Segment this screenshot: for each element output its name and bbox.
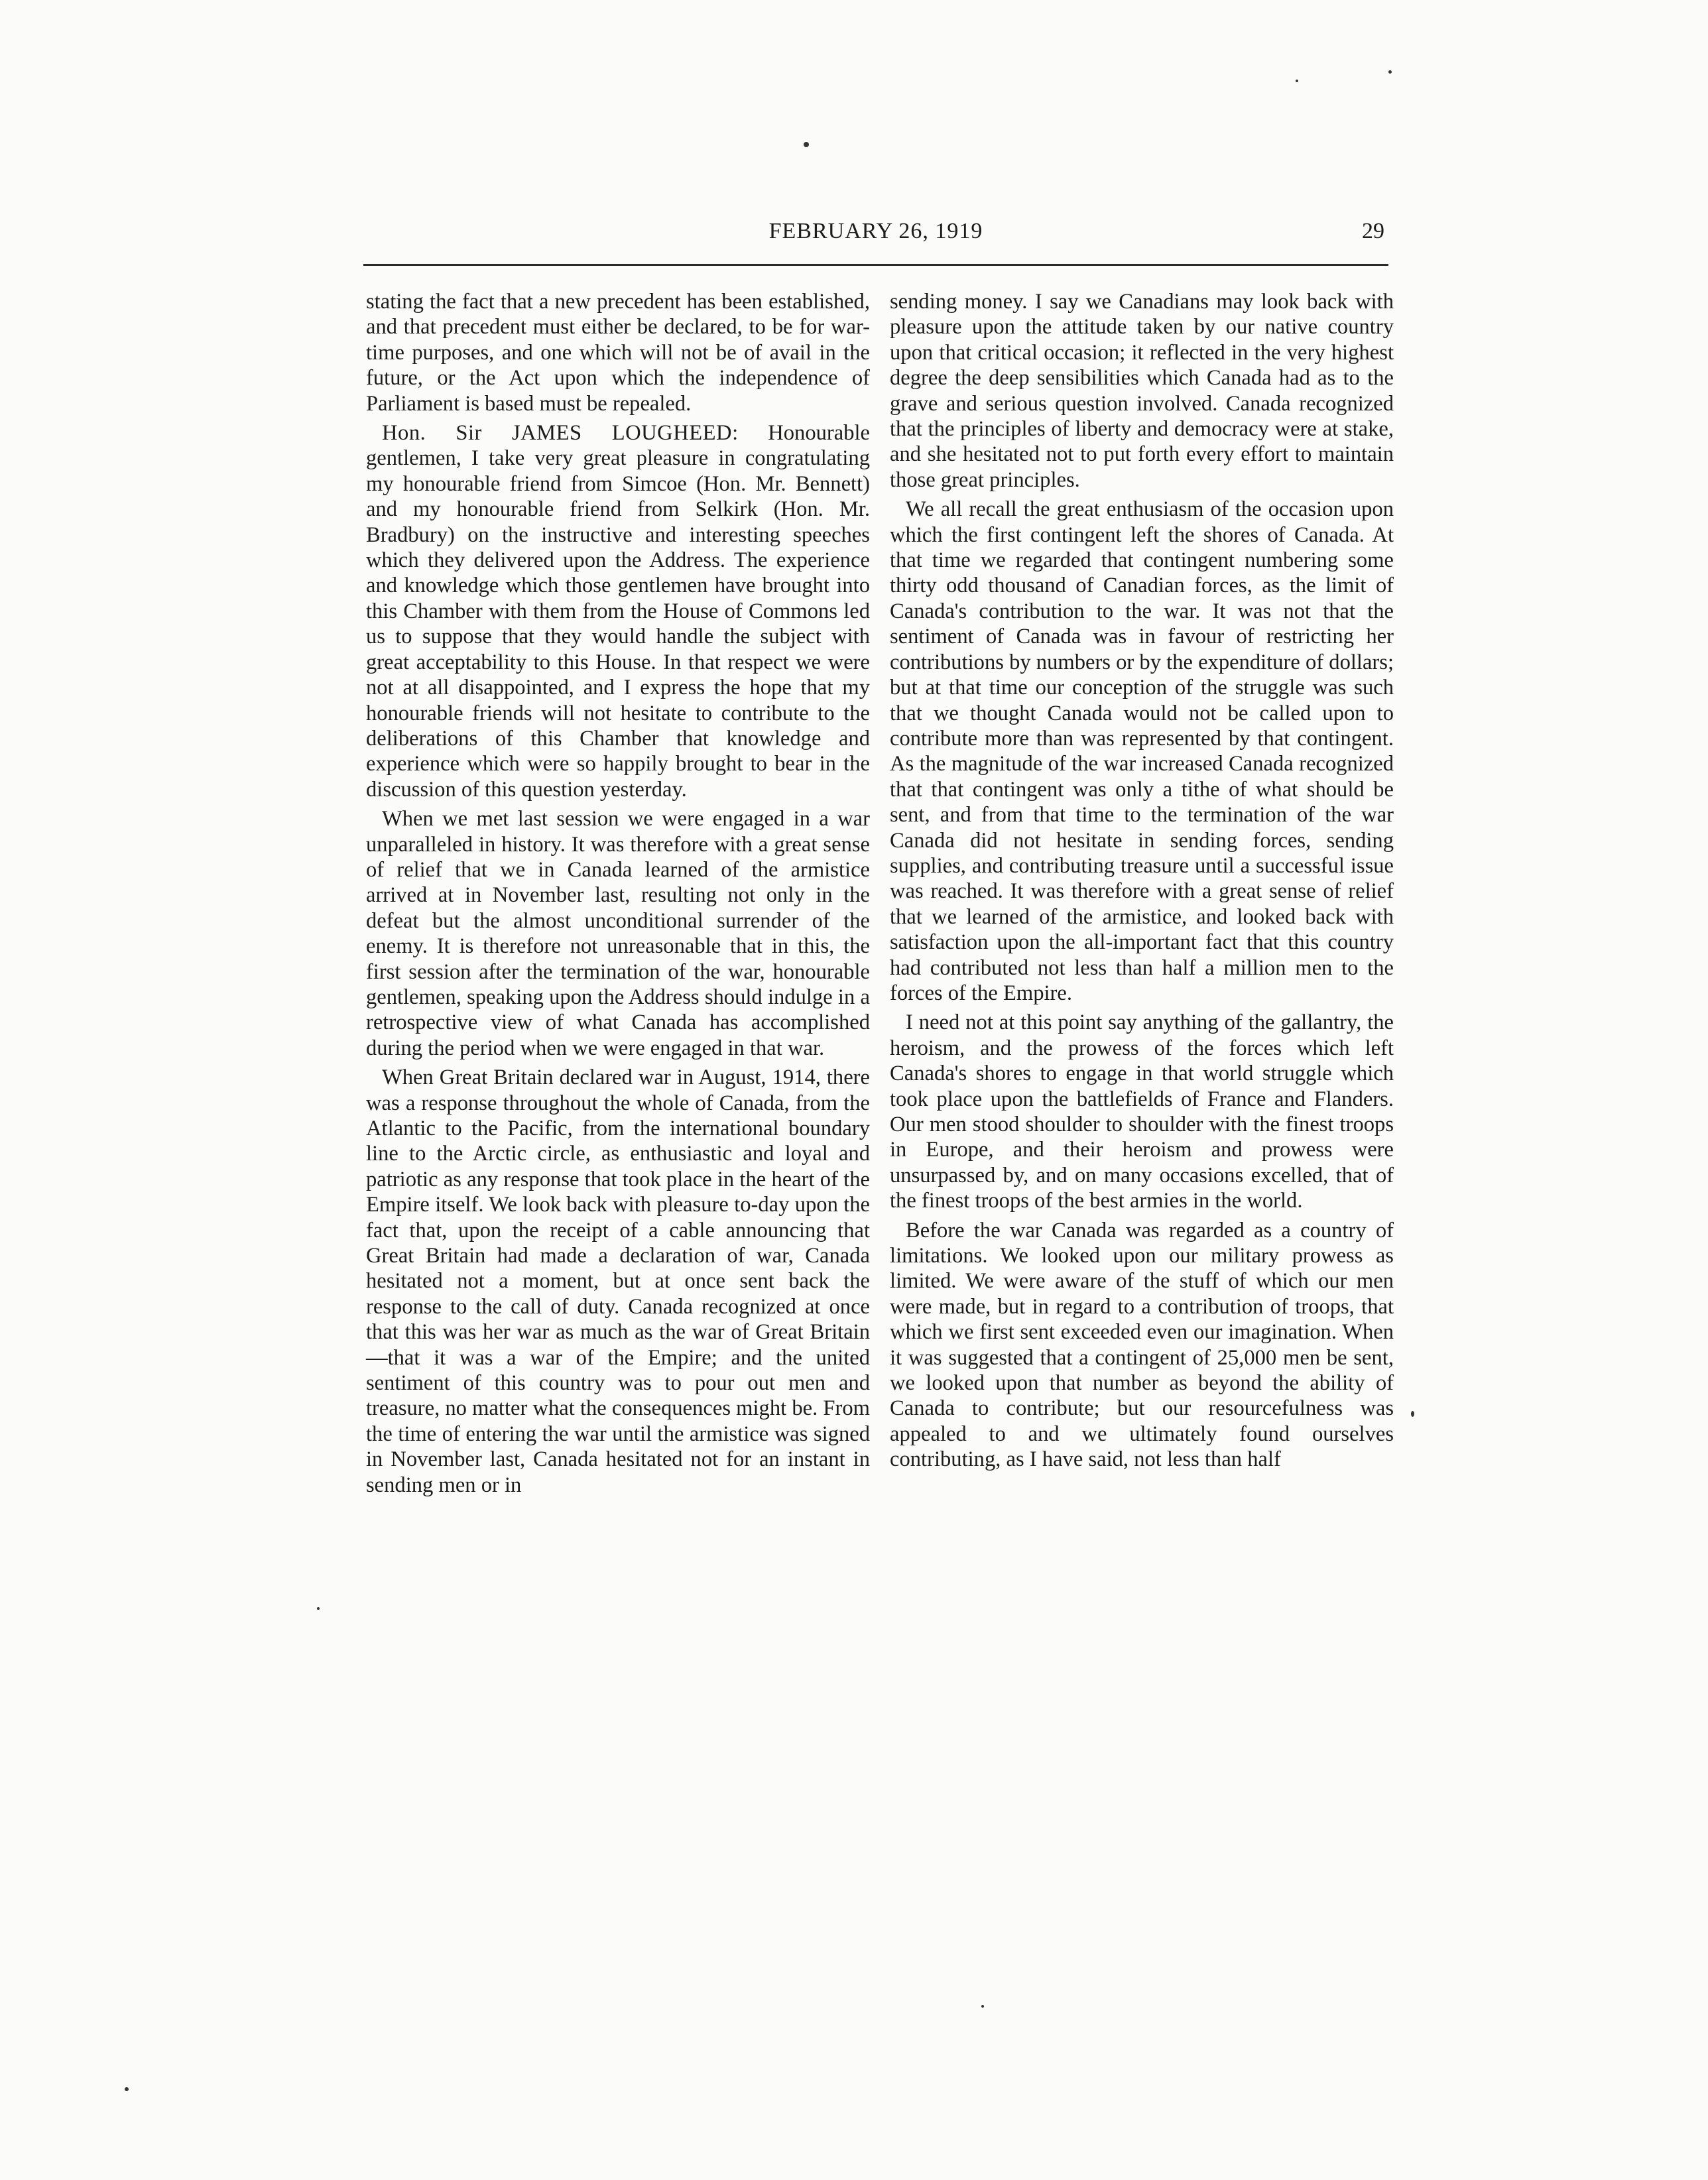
scan-speck bbox=[125, 2087, 129, 2091]
scan-speck bbox=[1296, 80, 1298, 82]
paragraph: We all recall the great enthusiasm of the occasion upon which the first contingent left the shores of Canada. At that time we regarded that contingent numbering some thirty odd thousand of Canadian forces, as the limit of Canada's contribution to the war. It was not that the sentiment of Canada was in favour of restricting her contributions by numbers or by the expenditure of dollars; but at that time our conception of the struggle was such that we thought Canada would not be called upon to contribute more than was represented by that contingent. As the magnitude of the war increased Canada recognized that that contingent was only a tithe of what should be sent, and from that time to the termination of the war Canada did not hesitate in sending forces, sending supplies, and contributing treasure until a successful issue was reached. It was therefore with a great sense of relief that we learned of the armistice, and looked back with satisfaction upon the all-important fact that this country had contributed not less than half a million men to the forces of the Empire. bbox=[890, 497, 1394, 1005]
right-column bbox=[890, 289, 1394, 1477]
scan-speck bbox=[1411, 1411, 1414, 1417]
left-column bbox=[366, 289, 870, 1502]
speaker-name: Hon. Sir JAMES LOUGHEED: bbox=[382, 421, 739, 446]
paragraph: stating the fact that a new precedent has been established, and that precedent must either be declared, to be for war-time purposes, and one which will not be of avail in the future, or the Act upon which the independence of Parliament is based must be repealed. bbox=[366, 290, 870, 416]
paragraph: When Great Britain declared war in August, 1914, there was a response throughout the whole of Canada, from the Atlantic to the Pacific, from the international boundary line to the Arctic circle, as enthusiastic and loyal and patriotic as any response that took place in the heart of the Empire itself. We look back with pleasure to-day upon the fact that, upon the receipt of a cable announcing that Great Britain had made a declaration of war, Canada hesitated not a moment, but at once sent back the response to the call of duty. Canada recognized at once that this was her war as much as the war of Great Britain —that it was a war of the Empire; and the united sentiment of this country was to pour out men and treasure, no matter what the consequences might be. From the time of entering the war until the armistice was signed in November last, Canada hesitated not for an instant in sending men or in bbox=[366, 1065, 870, 1497]
paragraph: When we met last session we were engaged in a war unparalleled in history. It was therefore with a great sense of relief that we in Canada learned of the armistice arrived at in November last, resulting not only in the defeat but the almost unconditional surrender of the enemy. It is therefore not unreasonable that in this, the first session after the termination of the war, honourable gentlemen, speaking upon the Address should indulge in a retrospective view of what Canada has accomplished during the period when we were engaged in that war. bbox=[366, 807, 870, 1060]
scan-speck bbox=[317, 1607, 320, 1610]
paragraph: sending money. I say we Canadians may look back with pleasure upon the attitude taken by our native country upon that critical occasion; it reflected in the very highest degree the deep sensibilities which Canada had as to the grave and serious question involved. Canada recognized that the principles of liberty and democracy were at stake, and she hesitated not to put forth every effort to maintain those great principles. bbox=[890, 290, 1394, 492]
scan-speck bbox=[1388, 70, 1392, 74]
paragraph-text: Honourable gentlemen, I take very great pleasure in congratulating my honourable friend from Simcoe (Hon. Mr. Bennett) and my honourable friend from Selkirk (Hon. Mr. Bradbury) on the instructive and interesting speeches which they delivered upon the Address. The experience and knowledge which those gentlemen have brought into this Chamber with them from the House of Commons led us to suppose that they would handle the subject with great acceptability to this House. In that respect we were not at all disappointed, and I express the hope that my honourable friends will not hesitate to contribute to the deliberations of this Chamber that knowledge and experience which were so happily brought to bear in the discussion of this question yesterday. bbox=[366, 421, 871, 802]
header-rule bbox=[363, 264, 1388, 266]
paragraph bbox=[366, 420, 870, 802]
paragraph: Before the war Canada was regarded as a country of limitations. We looked upon our military prowess as limited. We were aware of the stuff of which our men were made, but in regard to a contribution of troops, that which we first sent exceeded even our imagination. When it was suggested that a contingent of 25,000 men be sent, we looked upon that number as beyond the ability of Canada to contribute; but our resourcefulness was appealed to and we ultimately found ourselves contributing, as I have said, not less than half bbox=[890, 1218, 1394, 1472]
header-date: FEBRUARY 26, 1919 bbox=[768, 219, 983, 243]
paragraph: I need not at this point say anything of the gallantry, the heroism, and the prowess of the forces which left Canada's shores to engage in that world struggle which took place upon the battlefields of France and Flanders. Our men stood shoulder to shoulder with the finest troops in Europe, and their heroism and prowess were unsurpassed by, and on many occasions excelled, that of the finest troops of the best armies in the world. bbox=[890, 1010, 1394, 1213]
page-header bbox=[363, 219, 1388, 267]
scan-speck bbox=[981, 2005, 984, 2008]
page-number: 29 bbox=[1362, 219, 1384, 243]
scan-speck bbox=[804, 142, 809, 147]
